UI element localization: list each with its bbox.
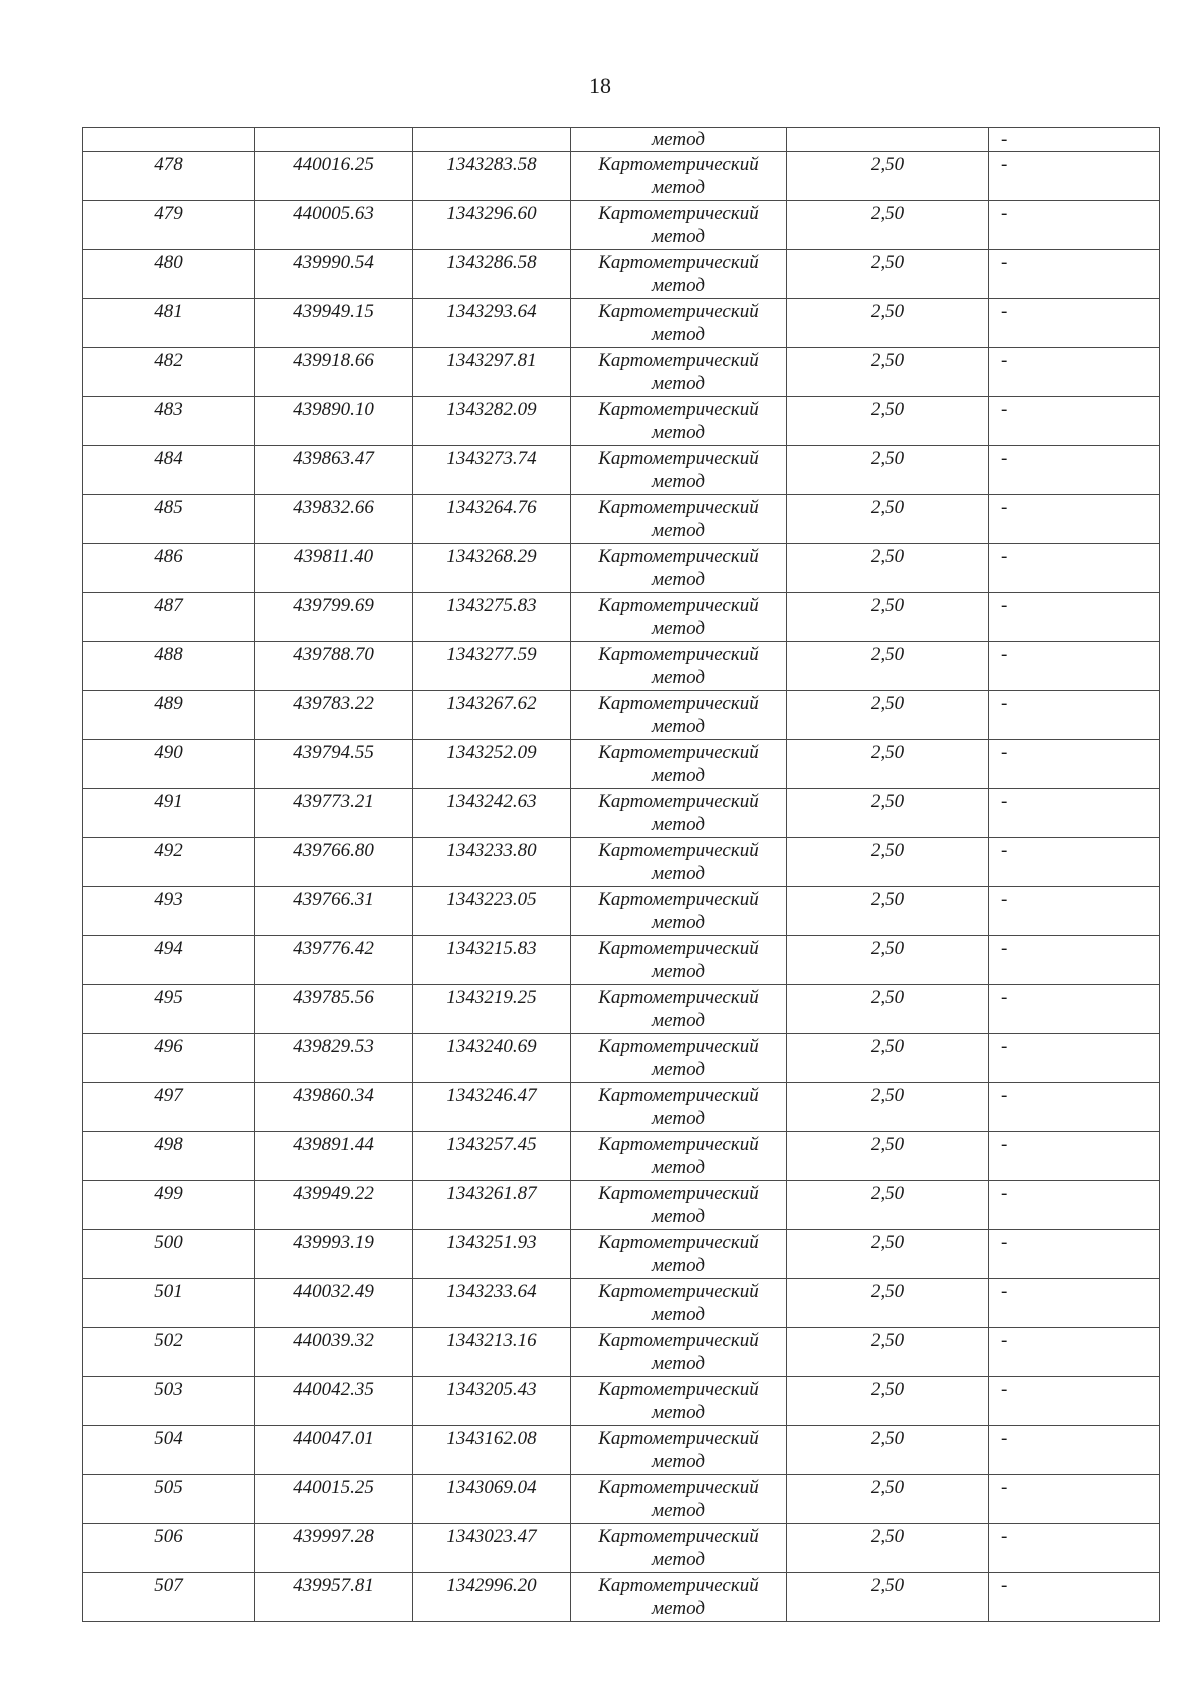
cell-method <box>571 642 787 691</box>
table-row <box>83 397 1160 446</box>
cell-accuracy: 2,50 <box>787 544 989 593</box>
cell-method <box>571 740 787 789</box>
method-line-1: Картометрический <box>598 154 759 175</box>
table-row <box>83 1279 1160 1328</box>
table-row <box>83 1034 1160 1083</box>
cell-x: 439949.22 <box>255 1181 413 1230</box>
table-row <box>83 1573 1160 1622</box>
cell-x: 439863.47 <box>255 446 413 495</box>
cell-accuracy: 2,50 <box>787 152 989 201</box>
cell-accuracy: 2,50 <box>787 1328 989 1377</box>
method-line-2: метод <box>652 373 705 394</box>
cell-method <box>571 1426 787 1475</box>
method-line-1: Картометрический <box>598 301 759 322</box>
method-line-2: метод <box>652 1206 705 1227</box>
cell-x: 439766.31 <box>255 887 413 936</box>
method-line-2: метод <box>652 1451 705 1472</box>
cell-num: 491 <box>83 789 255 838</box>
coordinates-table <box>82 127 1160 1622</box>
cell-y: 1343261.87 <box>413 1181 571 1230</box>
table-row <box>83 985 1160 1034</box>
cell-y: 1343296.60 <box>413 201 571 250</box>
cell-num: 495 <box>83 985 255 1034</box>
method-line-1: Картометрический <box>598 693 759 714</box>
cell-accuracy: 2,50 <box>787 1132 989 1181</box>
cell-num: 493 <box>83 887 255 936</box>
method-line-2: метод <box>652 814 705 835</box>
cell-y: 1343233.64 <box>413 1279 571 1328</box>
cell-accuracy: 2,50 <box>787 642 989 691</box>
cell-y: 1343283.58 <box>413 152 571 201</box>
method-line-2: метод <box>652 177 705 198</box>
cell-y: 1343257.45 <box>413 1132 571 1181</box>
cell-description: - <box>989 1475 1160 1524</box>
method-line-1: Картометрический <box>598 987 759 1008</box>
cell-description: - <box>989 887 1160 936</box>
cell-method <box>571 1377 787 1426</box>
cell-num: 483 <box>83 397 255 446</box>
cell-description: - <box>989 1426 1160 1475</box>
method-line-2: метод <box>652 520 705 541</box>
cell-description: - <box>989 348 1160 397</box>
cell-x: 439957.81 <box>255 1573 413 1622</box>
cell-y: 1343251.93 <box>413 1230 571 1279</box>
cell-method <box>571 985 787 1034</box>
table-row <box>83 250 1160 299</box>
cell-num: 479 <box>83 201 255 250</box>
table-row <box>83 1377 1160 1426</box>
cell-description: - <box>989 201 1160 250</box>
cell-accuracy: 2,50 <box>787 1034 989 1083</box>
table-row <box>83 789 1160 838</box>
cell-method <box>571 887 787 936</box>
cell-accuracy: 2,50 <box>787 1475 989 1524</box>
cell-method <box>571 201 787 250</box>
cell-x: 439811.40 <box>255 544 413 593</box>
cell-method <box>571 936 787 985</box>
method-line-2: метод <box>652 667 705 688</box>
cell-y: 1343240.69 <box>413 1034 571 1083</box>
cell-num: 505 <box>83 1475 255 1524</box>
cell-num: 503 <box>83 1377 255 1426</box>
cell-description: - <box>989 544 1160 593</box>
cell-accuracy: 2,50 <box>787 397 989 446</box>
cell-description: - <box>989 397 1160 446</box>
cell-method <box>571 789 787 838</box>
cell-num: 482 <box>83 348 255 397</box>
table-row <box>83 201 1160 250</box>
table-row <box>83 1083 1160 1132</box>
method-line-1: Картометрический <box>598 938 759 959</box>
cell-x: 439832.66 <box>255 495 413 544</box>
cell-accuracy: 2,50 <box>787 1181 989 1230</box>
method-line-1: Картометрический <box>598 252 759 273</box>
cell-description: - <box>989 789 1160 838</box>
method-line-1: Картометрический <box>598 644 759 665</box>
cell-accuracy: 2,50 <box>787 495 989 544</box>
continuation-row <box>83 128 1160 152</box>
method-line-1: Картометрический <box>598 791 759 812</box>
cell-x: 439890.10 <box>255 397 413 446</box>
cell-description: - <box>989 985 1160 1034</box>
cell-method <box>571 299 787 348</box>
cell-description: - <box>989 1573 1160 1622</box>
table-row <box>83 740 1160 789</box>
method-line-2: метод <box>652 1402 705 1423</box>
cell-num: 487 <box>83 593 255 642</box>
table-row <box>83 936 1160 985</box>
cell-accuracy: 2,50 <box>787 1083 989 1132</box>
method-line-2: метод <box>652 1549 705 1570</box>
cell-x: 440039.32 <box>255 1328 413 1377</box>
cell-y <box>413 128 571 152</box>
method-line-1: Картометрический <box>598 1526 759 1547</box>
cell-accuracy: 2,50 <box>787 299 989 348</box>
cell-x: 439993.19 <box>255 1230 413 1279</box>
cell-method <box>571 250 787 299</box>
cell-y: 1343205.43 <box>413 1377 571 1426</box>
table-row <box>83 544 1160 593</box>
cell-method <box>571 1573 787 1622</box>
method-line-2: метод <box>652 324 705 345</box>
cell-x: 439766.80 <box>255 838 413 887</box>
cell-method <box>571 544 787 593</box>
cell-num: 506 <box>83 1524 255 1573</box>
cell-y: 1343219.25 <box>413 985 571 1034</box>
cell-accuracy: 2,50 <box>787 1377 989 1426</box>
cell-x: 439990.54 <box>255 250 413 299</box>
cell-method <box>571 1034 787 1083</box>
cell-x: 439799.69 <box>255 593 413 642</box>
cell-description: - <box>989 1524 1160 1573</box>
cell-description: - <box>989 446 1160 495</box>
cell-description: - <box>989 936 1160 985</box>
cell-y: 1343293.64 <box>413 299 571 348</box>
cell-method <box>571 397 787 446</box>
table-row <box>83 691 1160 740</box>
cell-num: 484 <box>83 446 255 495</box>
cell-description: - <box>989 642 1160 691</box>
cell-description: - <box>989 1181 1160 1230</box>
method-line-2: метод <box>652 765 705 786</box>
cell-num: 492 <box>83 838 255 887</box>
cell-accuracy: 2,50 <box>787 201 989 250</box>
cell-description: - <box>989 740 1160 789</box>
cell-y: 1343023.47 <box>413 1524 571 1573</box>
cell-x: 439785.56 <box>255 985 413 1034</box>
cell-description: - <box>989 1083 1160 1132</box>
cell-num: 498 <box>83 1132 255 1181</box>
cell-y: 1343223.05 <box>413 887 571 936</box>
cell-y: 1343162.08 <box>413 1426 571 1475</box>
cell-accuracy: 2,50 <box>787 789 989 838</box>
table-row <box>83 348 1160 397</box>
cell-accuracy: 2,50 <box>787 1573 989 1622</box>
method-line-2: метод <box>652 1255 705 1276</box>
method-line-2: метод <box>652 1598 705 1619</box>
method-line-2: метод <box>652 1304 705 1325</box>
method-line-1: Картометрический <box>598 497 759 518</box>
cell-accuracy: 2,50 <box>787 838 989 887</box>
page-number: 18 <box>589 73 611 98</box>
method-line-1: Картометрический <box>598 1379 759 1400</box>
cell-method <box>571 348 787 397</box>
cell-description: - <box>989 1279 1160 1328</box>
table-row <box>83 152 1160 201</box>
table-row <box>83 1181 1160 1230</box>
cell-x: 439891.44 <box>255 1132 413 1181</box>
cell-accuracy: 2,50 <box>787 936 989 985</box>
method-line-2: метод <box>652 226 705 247</box>
cell-x: 439949.15 <box>255 299 413 348</box>
method-line-1: Картометрический <box>598 1281 759 1302</box>
cell-description: - <box>989 250 1160 299</box>
cell-y: 1343268.29 <box>413 544 571 593</box>
cell-accuracy: 2,50 <box>787 691 989 740</box>
cell-description: - <box>989 299 1160 348</box>
method-line-2: метод <box>652 961 705 982</box>
cell-accuracy: 2,50 <box>787 1524 989 1573</box>
cell-num: 504 <box>83 1426 255 1475</box>
cell-method <box>571 1132 787 1181</box>
cell-description: - <box>989 1034 1160 1083</box>
cell-y: 1343246.47 <box>413 1083 571 1132</box>
cell-description: - <box>989 1132 1160 1181</box>
table-row <box>83 1230 1160 1279</box>
cell-method <box>571 152 787 201</box>
cell-x: 439918.66 <box>255 348 413 397</box>
cell-method <box>571 1279 787 1328</box>
method-line-1: Картометрический <box>598 1085 759 1106</box>
cell-method <box>571 593 787 642</box>
cell-x: 439860.34 <box>255 1083 413 1132</box>
cell-x: 440042.35 <box>255 1377 413 1426</box>
cell-accuracy: 2,50 <box>787 887 989 936</box>
cell-num: 497 <box>83 1083 255 1132</box>
cell-method <box>571 691 787 740</box>
method-line-1: Картометрический <box>598 350 759 371</box>
method-line-1: Картометрический <box>598 1232 759 1253</box>
cell-method <box>571 1524 787 1573</box>
cell-y: 1343286.58 <box>413 250 571 299</box>
table-row <box>83 1475 1160 1524</box>
cell-num: 481 <box>83 299 255 348</box>
cell-method <box>571 838 787 887</box>
cell-x: 440015.25 <box>255 1475 413 1524</box>
table-row <box>83 1426 1160 1475</box>
cell-method <box>571 495 787 544</box>
method-line-1: Картометрический <box>598 448 759 469</box>
cell-x: 439788.70 <box>255 642 413 691</box>
method-line-1: Картометрический <box>598 889 759 910</box>
method-line-2: метод <box>652 1108 705 1129</box>
method-line-1: Картометрический <box>598 1036 759 1057</box>
cell-y: 1343277.59 <box>413 642 571 691</box>
cell-x: 439829.53 <box>255 1034 413 1083</box>
method-line-2: метод <box>652 275 705 296</box>
cell-num: 507 <box>83 1573 255 1622</box>
cell-y: 1343264.76 <box>413 495 571 544</box>
method-line-1: Картометрический <box>598 1183 759 1204</box>
cell-x: 440016.25 <box>255 152 413 201</box>
method-line-1: Картометрический <box>598 1575 759 1596</box>
table-row <box>83 446 1160 495</box>
method-line-2: метод <box>652 1059 705 1080</box>
cell-y: 1343267.62 <box>413 691 571 740</box>
table-row <box>83 838 1160 887</box>
method-line-2: метод <box>652 618 705 639</box>
cell-num: 485 <box>83 495 255 544</box>
method-line-1: Картометрический <box>598 840 759 861</box>
method-line-2: метод <box>652 1500 705 1521</box>
cell-y: 1343069.04 <box>413 1475 571 1524</box>
cell-y: 1343242.63 <box>413 789 571 838</box>
cell-accuracy: 2,50 <box>787 1426 989 1475</box>
cell-num: 486 <box>83 544 255 593</box>
cell-x: 440005.63 <box>255 201 413 250</box>
method-line-1: Картометрический <box>598 203 759 224</box>
cell-num: 501 <box>83 1279 255 1328</box>
cell-y: 1343275.83 <box>413 593 571 642</box>
method-line-1: Картометрический <box>598 1477 759 1498</box>
cell-description: - <box>989 593 1160 642</box>
cell-y: 1342996.20 <box>413 1573 571 1622</box>
cell-y: 1343215.83 <box>413 936 571 985</box>
cell-num: 488 <box>83 642 255 691</box>
table-row <box>83 642 1160 691</box>
cell-method <box>571 1083 787 1132</box>
cell-accuracy: 2,50 <box>787 250 989 299</box>
cell-y: 1343213.16 <box>413 1328 571 1377</box>
cell-num: 489 <box>83 691 255 740</box>
cell-description: - <box>989 1230 1160 1279</box>
table-row <box>83 299 1160 348</box>
cell-num: 496 <box>83 1034 255 1083</box>
cell-num: 502 <box>83 1328 255 1377</box>
cell-num <box>83 128 255 152</box>
method-line-1: Картометрический <box>598 546 759 567</box>
cell-method: метод <box>571 128 787 152</box>
method-line-2: метод <box>652 422 705 443</box>
cell-num: 499 <box>83 1181 255 1230</box>
cell-x <box>255 128 413 152</box>
cell-description: - <box>989 1328 1160 1377</box>
cell-num: 490 <box>83 740 255 789</box>
cell-y: 1343297.81 <box>413 348 571 397</box>
method-line-2: метод <box>652 1157 705 1178</box>
cell-y: 1343282.09 <box>413 397 571 446</box>
cell-accuracy: 2,50 <box>787 740 989 789</box>
cell-x: 439773.21 <box>255 789 413 838</box>
cell-num: 478 <box>83 152 255 201</box>
cell-y: 1343252.09 <box>413 740 571 789</box>
cell-accuracy: 2,50 <box>787 593 989 642</box>
cell-x: 440032.49 <box>255 1279 413 1328</box>
cell-x: 439794.55 <box>255 740 413 789</box>
method-line-2: метод <box>652 1353 705 1374</box>
method-line-2: метод <box>652 569 705 590</box>
method-line-2: метод <box>652 863 705 884</box>
method-line-1: Картометрический <box>598 399 759 420</box>
method-line-2: метод <box>652 912 705 933</box>
cell-num: 494 <box>83 936 255 985</box>
table-row <box>83 593 1160 642</box>
cell-x: 439997.28 <box>255 1524 413 1573</box>
cell-description: - <box>989 495 1160 544</box>
method-line-2: метод <box>652 1010 705 1031</box>
cell-accuracy: 2,50 <box>787 348 989 397</box>
table-row <box>83 1328 1160 1377</box>
table-row <box>83 495 1160 544</box>
cell-description: - <box>989 838 1160 887</box>
cell-accuracy <box>787 128 989 152</box>
cell-num: 480 <box>83 250 255 299</box>
table-body <box>83 128 1160 1622</box>
method-line-1: Картометрический <box>598 595 759 616</box>
cell-description: - <box>989 691 1160 740</box>
cell-y: 1343233.80 <box>413 838 571 887</box>
cell-method <box>571 1230 787 1279</box>
table-row <box>83 1524 1160 1573</box>
cell-accuracy: 2,50 <box>787 1230 989 1279</box>
cell-method <box>571 1328 787 1377</box>
cell-method <box>571 1475 787 1524</box>
table-row <box>83 887 1160 936</box>
cell-accuracy: 2,50 <box>787 985 989 1034</box>
cell-accuracy: 2,50 <box>787 1279 989 1328</box>
cell-x: 439783.22 <box>255 691 413 740</box>
method-line-2: метод <box>652 471 705 492</box>
cell-method <box>571 446 787 495</box>
cell-description: - <box>989 152 1160 201</box>
cell-method <box>571 1181 787 1230</box>
cell-x: 439776.42 <box>255 936 413 985</box>
method-line-2: метод <box>652 716 705 737</box>
method-line-1: Картометрический <box>598 1428 759 1449</box>
cell-description: - <box>989 128 1160 152</box>
cell-description: - <box>989 1377 1160 1426</box>
method-line-1: Картометрический <box>598 1134 759 1155</box>
method-line-1: Картометрический <box>598 1330 759 1351</box>
cell-y: 1343273.74 <box>413 446 571 495</box>
cell-x: 440047.01 <box>255 1426 413 1475</box>
method-line-1: Картометрический <box>598 742 759 763</box>
cell-num: 500 <box>83 1230 255 1279</box>
table-row <box>83 1132 1160 1181</box>
cell-accuracy: 2,50 <box>787 446 989 495</box>
